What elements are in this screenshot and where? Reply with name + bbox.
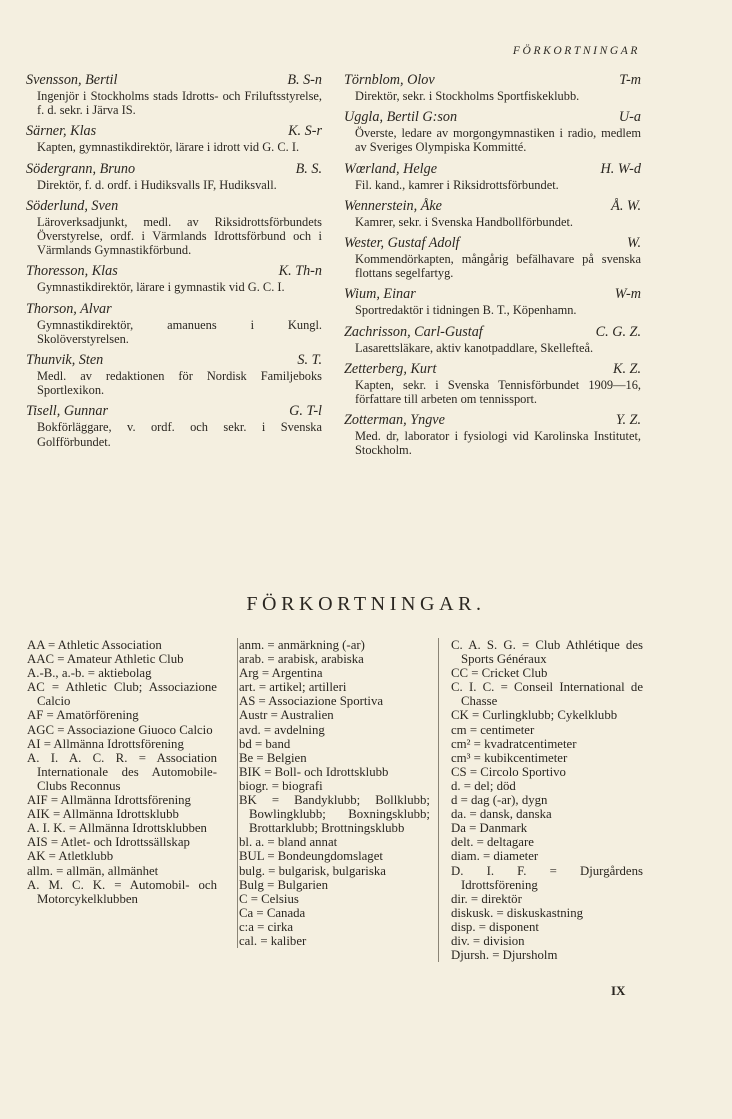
- contributor-name: Thunvik, Sten: [26, 352, 104, 369]
- contributor-description: Ingenjör i Stockholms stads Idrotts- och Friluftsstyrelse, f. d. sekr. i Järva IS.: [37, 89, 322, 118]
- contributor-description: Kapten, sekr. i Svenska Tennisförbundet 1909—16, författare till arbeten om tennissport.: [355, 377, 641, 407]
- contributor-code: K. Z.: [613, 360, 641, 377]
- contributor-name: Wennerstein, Åke: [344, 197, 442, 214]
- contributor-description: Överste, ledare av morgongymnastiken i radio, medlem av Sveriges Olympiska Kommitté.: [355, 126, 641, 155]
- abbreviation-item: Da = Danmark: [451, 821, 528, 836]
- contributor-code: S. T.: [297, 352, 322, 369]
- contributor-code: G. T-l: [289, 403, 322, 420]
- contributor-entry: [344, 161, 641, 192]
- contributor-description: Gymnastikdirektör, amanuens i Kungl. Skolöverstyrelsen.: [37, 317, 322, 346]
- contributor-name: Thorson, Alvar: [26, 300, 112, 317]
- contributor-description: Lasarettsläkare, aktiv kanotpaddlare, Skellefteå.: [355, 340, 594, 355]
- abbreviation-item: c:a = cirka: [239, 919, 294, 934]
- abbreviation-item: AGC = Associazione Giuoco Calcio: [27, 722, 213, 737]
- contributor-description: Kamrer, sekr. i Svenska Handbollförbundet.: [355, 214, 574, 229]
- abbreviation-item: Arg = Argentina: [239, 666, 323, 681]
- abbreviation-item: AAC = Amateur Athletic Club: [27, 652, 184, 667]
- abbreviation-item: bulg. = bulgarisk, bulgariska: [239, 863, 386, 878]
- abbreviation-item: BUL = Bondeungdomslaget: [239, 849, 383, 864]
- contributor-entry: [26, 403, 322, 448]
- contributor-name: Thoresson, Klas: [26, 263, 118, 280]
- contributor-entry: [26, 263, 322, 294]
- abbreviation-item: cal. = kaliber: [239, 933, 307, 948]
- abbreviation-item: d. = del; död: [451, 778, 516, 793]
- abbreviation-item: D. I. F. = Djurgårdens Idrottsförening: [451, 863, 643, 892]
- contributor-name: Zotterman, Yngve: [344, 412, 445, 429]
- abbreviation-item: da. = dansk, danska: [451, 807, 552, 822]
- abbreviation-item: A. M. C. K. = Automobil- och Motorcykelklubben: [27, 877, 217, 906]
- contributor-name: Söderlund, Sven: [26, 197, 119, 214]
- abbreviation-item: diam. = diameter: [451, 849, 539, 864]
- abbreviations-column-1: [27, 638, 217, 906]
- contributor-description: Bokförläggare, v. ordf. och sekr. i Svenska Golfförbundet.: [37, 420, 322, 449]
- contributor-code: T-m: [619, 72, 641, 88]
- abbreviation-item: CS = Circolo Sportivo: [451, 764, 566, 779]
- contributor-entry: [26, 72, 322, 117]
- contributor-entry: [344, 286, 641, 317]
- abbreviation-item: d = dag (-ar), dygn: [451, 793, 548, 808]
- contributor-name: Wium, Einar: [344, 286, 416, 303]
- contributor-code: U-a: [618, 109, 641, 126]
- abbreviation-item: AIF = Allmänna Idrottsförening: [27, 793, 191, 808]
- contributor-description: Medl. av redaktionen för Nordisk Familjeboks Sportlexikon.: [37, 369, 322, 398]
- contributor-entry: [26, 352, 322, 397]
- abbreviation-item: art. = artikel; artilleri: [239, 680, 347, 695]
- contributor-code: Å. W.: [611, 197, 641, 214]
- abbreviation-item: allm. = allmän, allmänhet: [27, 863, 159, 878]
- contributor-name: Törnblom, Olov: [344, 72, 435, 88]
- abbreviation-item: A. I. K. = Allmänna Idrottsklubben: [27, 821, 207, 836]
- contributor-code: Y. Z.: [615, 412, 641, 429]
- abbreviation-item: AI = Allmänna Idrottsförening: [27, 736, 184, 751]
- abbreviation-item: AA = Athletic Association: [27, 638, 162, 652]
- abbreviation-item: C = Celsius: [239, 891, 299, 906]
- contributor-name: Wœrland, Helge: [344, 160, 437, 177]
- contributor-description: Direktör, sekr. i Stockholms Sportfiskeklubb.: [355, 89, 580, 103]
- abbreviation-item: Ca = Canada: [239, 905, 306, 920]
- abbreviations-column-2: [237, 638, 430, 948]
- contributor-code: W-m: [614, 286, 641, 303]
- contributor-description: Sportredaktör i tidningen B. T., Köpenhamn.: [355, 303, 577, 318]
- contributor-name: Zachrisson, Carl-Gustaf: [344, 323, 483, 340]
- abbreviation-item: C. A. S. G. = Club Athlétique des Sports Généraux: [451, 638, 643, 667]
- abbreviations-column-3: [438, 638, 643, 962]
- abbreviation-item: AF = Amatörförening: [27, 708, 139, 723]
- abbreviation-item: bl. a. = bland annat: [239, 835, 338, 850]
- abbreviation-item: cm = centimeter: [451, 722, 535, 737]
- abbreviation-item: BK = Bandyklubb; Bollklubb; Bowlingklubb; Boxningsklubb; Brottarklubb; Brottningsklubb: [239, 793, 430, 836]
- contributor-name: Södergrann, Bruno: [26, 160, 136, 177]
- contributor-code: C. G. Z.: [595, 323, 641, 340]
- contributor-description: Fil. kand., kamrer i Riksidrottsförbundet.: [355, 177, 559, 192]
- abbreviation-item: AS = Associazione Sportiva: [239, 694, 384, 709]
- abbreviation-item: BIK = Boll- och Idrottsklubb: [239, 764, 389, 779]
- abbreviation-item: AC = Athletic Club; Associazione Calcio: [27, 680, 217, 709]
- abbreviation-item: cm² = kvadratcentimeter: [451, 736, 577, 751]
- contributor-entry: [344, 72, 641, 103]
- contributor-code: K. Th-n: [278, 263, 322, 280]
- abbreviation-item: delt. = deltagare: [451, 835, 534, 850]
- abbreviation-item: anm. = anmärkning (-ar): [239, 638, 365, 652]
- contributor-entry: [26, 161, 322, 192]
- contributor-entry: [344, 109, 641, 154]
- contributor-entry: [26, 198, 322, 258]
- abbreviation-item: C. I. C. = Conseil International de Chasse: [451, 680, 643, 709]
- abbreviation-item: AIK = Allmänna Idrottsklubb: [27, 807, 179, 822]
- abbreviation-item: disp. = disponent: [451, 919, 539, 934]
- contributors-left-column: [26, 72, 322, 455]
- contributors-right-column: [344, 72, 641, 464]
- contributor-name: Uggla, Bertil G:son: [344, 109, 458, 126]
- contributor-entry: [344, 235, 641, 280]
- contributor-entry: [26, 301, 322, 346]
- contributor-name: Wester, Gustaf Adolf: [344, 235, 460, 252]
- abbreviation-item: div. = division: [451, 933, 525, 948]
- abbreviation-item: cm³ = kubikcentimeter: [451, 750, 568, 765]
- abbreviation-item: Bulg = Bulgarien: [239, 877, 328, 892]
- contributor-name: Zetterberg, Kurt: [344, 360, 437, 377]
- contributor-entry: [344, 412, 641, 457]
- abbreviation-item: CC = Cricket Club: [451, 666, 548, 681]
- abbreviation-item: dir. = direktör: [451, 891, 522, 906]
- abbreviation-item: Be = Belgien: [239, 750, 307, 765]
- abbreviation-item: arab. = arabisk, arabiska: [239, 652, 364, 667]
- abbreviation-item: Djursh. = Djursholm: [451, 948, 558, 963]
- contributor-description: Med. dr, laborator i fysiologi vid Karolinska Institutet, Stockholm.: [355, 429, 641, 458]
- contributor-description: Gymnastikdirektör, lärare i gymnastik vid G. C. I.: [37, 280, 285, 295]
- page-number: IX: [611, 983, 626, 998]
- section-title: FÖRKORTNINGAR.: [246, 593, 486, 615]
- abbreviation-item: diskusk. = diskuskastning: [451, 905, 583, 920]
- contributor-code: W.: [626, 235, 641, 252]
- running-head: FÖRKORTNINGAR: [512, 45, 640, 57]
- contributor-code: K. S-r: [288, 123, 322, 140]
- contributor-code: H. W-d: [600, 160, 641, 177]
- contributor-code: B. S.: [295, 160, 322, 177]
- abbreviation-item: AIS = Atlet- och Idrottssällskap: [27, 835, 190, 850]
- abbreviation-item: AK = Atletklubb: [27, 849, 114, 864]
- contributor-description: Kapten, gymnastikdirektör, lärare i idrott vid G. C. I.: [37, 140, 300, 155]
- contributor-name: Svensson, Bertil: [26, 72, 118, 88]
- contributor-entry: [344, 361, 641, 406]
- contributor-name: Särner, Klas: [26, 123, 97, 140]
- contributor-code: B. S-n: [287, 72, 322, 88]
- contributor-name: Tisell, Gunnar: [26, 403, 108, 420]
- contributor-entry: [26, 123, 322, 154]
- abbreviation-item: A. I. A. C. R. = Association Internationale des Automobile-Clubs Reconnus: [27, 750, 217, 793]
- abbreviation-item: biogr. = biografi: [239, 778, 323, 793]
- abbreviation-item: Austr = Australien: [239, 708, 334, 723]
- abbreviation-item: CK = Curlingklubb; Cykelklubb: [451, 708, 618, 723]
- contributor-description: Kommendörkapten, mångårig befälhavare på svenska flottans segelfartyg.: [355, 252, 641, 281]
- abbreviation-item: bd = band: [239, 736, 291, 751]
- contributor-entry: [344, 324, 641, 355]
- abbreviation-item: A.-B., a.-b. = aktiebolag: [27, 666, 152, 681]
- abbreviation-item: avd. = avdelning: [239, 722, 325, 737]
- contributor-entry: [344, 198, 641, 229]
- contributor-description: Direktör, f. d. ordf. i Hudiksvalls IF, Hudiksvall.: [37, 177, 277, 192]
- contributor-description: Läroverksadjunkt, medl. av Riksidrottsförbundets Överstyrelse, ordf. i Värmlands Idrottsförbund och i Värmlands Gymnastikförbund.: [37, 214, 322, 258]
